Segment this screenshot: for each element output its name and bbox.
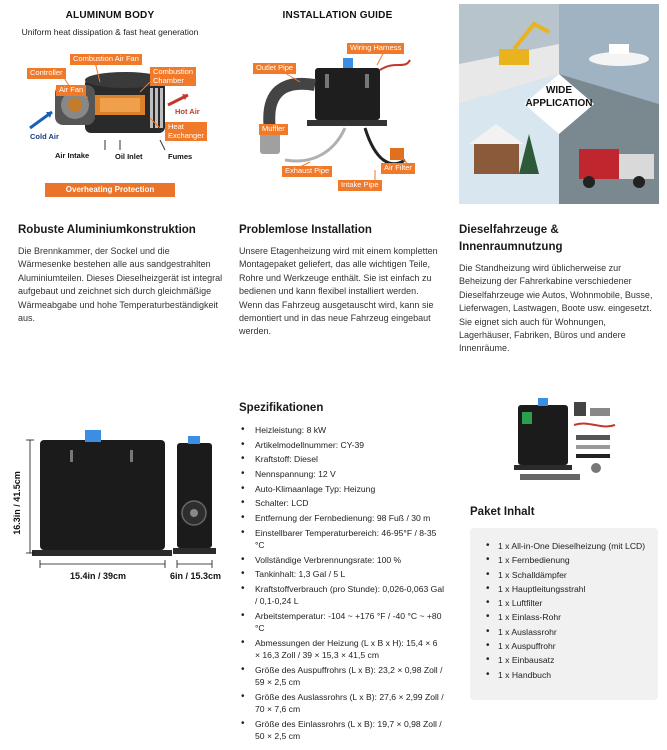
package-item: • 1 x Hauptleitungsstrahl [470,583,650,595]
section-title-aluminium: Robuste Aluminiumkonstruktion [18,224,196,236]
package-item: • 1 x Auslassrohr [470,626,650,638]
label-muffler: Muffler [259,124,288,135]
overheating-protection-banner: Overheating Protection [45,183,175,197]
label-wiring-harness: Wiring Harness [347,43,404,54]
panel-title-aluminum: ALUMINUM BODY [65,10,155,21]
spec-item: • Größe des Einlassrohrs (L x B): 19,7 × 0,98 Zoll / 50 × 2,5 cm [239,718,444,743]
package-item: • 1 x Handbuch [470,669,650,681]
dimension-width: 15.4in / 39cm [70,571,127,581]
installation-illustration [225,0,450,205]
section-text-installation: Unsere Etagenheizung wird mit einem kompletten Montagepaket geliefert, das alle wichtigen Teile, Rohre und Werkzeuge enthält. Sie ist einfach zu bedienen und kann flexibel installiert werden. Wenn das Fahrzeug ausgetauscht wird, kann sie demontiert und in das neue Fahrzeug eingebaut werden. [239,246,438,337]
spec-item: • Artikelmodellnummer: CY-39 [239,439,444,451]
dimension-drawing [10,428,220,588]
spec-item: • Kraftstoff: Diesel [239,453,444,465]
package-contents-image [510,390,620,490]
spec-item: • Arbeitstemperatur: -104 ~ +176 °F / -40 °C ~ +80 °C [239,610,444,635]
wide-application-panel [459,4,659,204]
wide-application-badge [514,84,604,110]
package-item: • 1 x Fernbedienung [470,554,650,566]
heater-cutaway-illustration [0,0,220,205]
package-list [470,540,650,683]
package-item: • 1 x Auspuffrohr [470,640,650,652]
spec-item: • Vollständige Verbrennungsrate: 100 % [239,554,444,566]
label-air-fan: Air Fan [56,85,86,96]
installation-guide-panel [225,0,450,205]
spec-item: • Heizleistung: 8 kW [239,424,444,436]
spec-item: • Größe des Auslassrohrs (L x B): 27,6 × 2,99 Zoll / 70 × 7,6 cm [239,691,444,716]
panel-subtitle-aluminum: Uniform heat dissipation & fast heat generation [21,27,199,37]
spec-item: • Einstellbarer Temperaturbereich: 46-95°F / 8-35 °C [239,527,444,552]
spec-item: • Abmessungen der Heizung (L x B x H): 15,4 × 6 × 16,3 Zoll / 39 × 15,3 × 41,5 cm [239,637,444,662]
spec-item: • Nennspannung: 12 V [239,468,444,480]
package-item: • 1 x All-in-One Dieselheizung (mit LCD) [470,540,650,552]
section-title-diesel: Dieselfahrzeuge & Innenraumnutzung [459,224,563,253]
spec-item: • Schalter: LCD [239,497,444,509]
specs-list [239,424,444,745]
section-text-diesel: Die Standheizung wird üblicherweise zur Beheizung der Fahrerkabine verschiedener Dieselfahrzeuge wie Autos, Wohnmobile, Busse, Lieferwagen, Lastwagen, Boote usw. eingesetzt. Sie eignet sich auch für Wohnungen, Lagerhäuser, Fabriken, Büros und andere Innenräume. [459,263,653,354]
badge-line-application: APPLICATION [525,98,593,109]
label-fumes: Fumes [168,152,193,161]
spec-item: • Kraftstoffverbrauch (pro Stunde): 0,026-0,063 Gal / 0,1-0,24 L [239,583,444,608]
dimension-depth: 6in / 15.3cm [170,571,222,581]
package-box [470,528,658,700]
label-combustion-chamber: Combustion Chamber [150,67,196,86]
dimension-height: 16.3in / 41.5cm [12,471,22,535]
package-item: • 1 x Schalldämpfer [470,569,650,581]
section-text-aluminium: Die Brennkammer, der Sockel und die Wärmesenke bestehen alle aus sandgestrahlten Aluminiumteilen. Dieses Dieselheizgerät ist integral aufgebaut und zeichnet sich durch gleichmäßige Wärmeabgabe und hohe Temperaturbeständigkeit aus. [18,246,223,324]
spec-item: • Entfernung der Fernbedienung: 98 Fuß / 30 m [239,512,444,524]
label-controller: Controller [27,68,66,79]
badge-line-wide: WIDE [545,85,573,96]
spec-item: • Tankinhalt: 1,3 Gal / 5 L [239,568,444,580]
spec-item: • Auto-Klimaanlage Typ: Heizung [239,483,444,495]
spec-item: • Größe des Auspuffrohrs (L x B): 23,2 × 0,98 Zoll / 59 × 2,5 cm [239,664,444,689]
label-exhaust-pipe: Exhaust Pipe [282,166,332,177]
label-intake-pipe: Intake Pipe [338,180,382,191]
label-air-intake: Air Intake [55,151,90,160]
label-combustion-air-fan: Combustion Air Fan [70,54,142,65]
label-heat-exchanger: Heat Exchanger [165,122,207,141]
package-item: • 1 x Einlass-Rohr [470,611,650,623]
label-outlet-pipe: Outlet Pipe [253,63,296,74]
label-oil-inlet: Oil Inlet [115,152,143,161]
section-title-installation: Problemlose Installation [239,224,372,236]
label-cold-air: Cold Air [30,132,59,141]
aluminum-body-panel [0,0,220,205]
panel-title-installation: INSTALLATION GUIDE [282,10,393,21]
specs-title: Spezifikationen [239,402,324,414]
label-air-filter: Air Filter [381,163,415,174]
package-item: • 1 x Einbausatz [470,654,650,666]
label-hot-air: Hot Air [175,107,200,116]
package-title: Paket Inhalt [470,506,535,518]
package-item: • 1 x Luftfilter [470,597,650,609]
